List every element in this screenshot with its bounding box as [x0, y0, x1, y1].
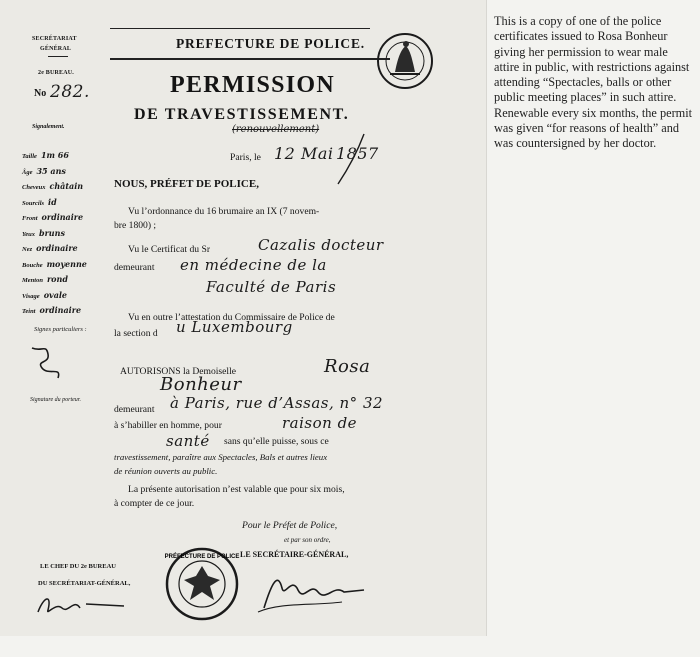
trait-label: Front — [22, 215, 38, 222]
sans-line: sans qu’elle puisse, sous ce — [224, 436, 329, 447]
trait-row — [22, 305, 81, 315]
stamp-text: PRÉFECTURE DE POLICE — [164, 554, 240, 560]
number-prefix: No — [34, 88, 47, 99]
trait-value: id — [48, 196, 57, 207]
trait-label: Yeux — [22, 230, 35, 238]
demeurant-label: demeurant — [114, 262, 155, 273]
trait-value: ordinaire — [36, 243, 78, 253]
trait-row — [22, 212, 83, 222]
nous-line: NOUS, PRÉFET DE POLICE, — [114, 178, 259, 190]
signalement-label: Signalement. — [32, 124, 65, 130]
divider — [48, 56, 68, 57]
office-line2: GÉNÉRAL — [40, 46, 72, 52]
trait-row — [22, 166, 66, 176]
secretary-signature — [252, 562, 372, 616]
habiller-line: à s’habiller en homme, pour — [114, 420, 222, 431]
chef-line1: LE CHEF DU 2e BUREAU — [40, 563, 116, 570]
signes-label: Signes particuliers : — [34, 326, 87, 333]
trait-row — [22, 181, 83, 191]
trait-value: ordinaire — [41, 212, 84, 222]
trait-value: 1m 66 — [40, 150, 69, 160]
signature-label: Signature du porteur. — [30, 397, 81, 403]
secretaire-line: LE SECRÉTAIRE-GÉNÉRAL, — [240, 550, 349, 559]
trait-value: moyenne — [46, 258, 87, 269]
renewal-note: (renouvellement) — [232, 124, 320, 135]
reason-line1: raison de — [282, 414, 358, 432]
travestissement-line: travestissement, paraître aux Spectacles, Bals et autres lieux — [114, 452, 328, 462]
trait-label: Sourcils — [22, 199, 45, 207]
name-first: Rosa — [324, 356, 371, 377]
attestation-line2: la section d — [114, 328, 158, 339]
caption-text: This is a copy of one of the police certificates issued to Rosa Bonheur giving her permission to wear male attire in public, with restrictions against attending “Spectacles, balls or other public meeting places” in such attire. Renewable every six months, the permit was given “for reasons of health” and was countersigned by her doctor. — [494, 14, 693, 151]
number-value: 282. — [50, 82, 90, 102]
trait-row — [22, 243, 78, 253]
pour-line: Pour le Préfet de Police, — [242, 520, 338, 531]
permission-title: PERMISSION — [170, 72, 336, 98]
trait-value: 35 ans — [36, 165, 66, 176]
eagle-stamp — [164, 546, 240, 622]
trait-value: rond — [46, 274, 68, 284]
address: à Paris, rue d’Assas, n° 32 — [170, 394, 384, 412]
trait-row — [22, 228, 65, 238]
doctor-address1: en médecine de la — [180, 256, 327, 274]
demeurant-a-label: demeurant — [114, 404, 155, 415]
date-year: 1857 — [336, 144, 379, 163]
doctor-name: Cazalis docteur — [258, 236, 384, 254]
office-line1: SECRÉTARIAT — [32, 36, 77, 42]
prefecture-seal — [376, 32, 434, 90]
date-value: 12 Mai — [274, 144, 334, 163]
top-rule — [110, 28, 370, 29]
vu-line2: bre 1800) ; — [114, 220, 157, 231]
trait-label: Taille — [22, 153, 37, 160]
trait-row — [22, 259, 87, 269]
attestation-line1: Vu en outre l’attestation du Commissaire de Police de — [128, 312, 335, 323]
trait-row — [22, 274, 68, 284]
date-prefix: Paris, le — [230, 152, 261, 163]
trait-label: Cheveux — [22, 184, 46, 191]
header-rule — [110, 58, 390, 60]
trait-label: Bouche — [22, 261, 43, 269]
par-ordre-line: et par son ordre, — [284, 536, 331, 544]
vu-line1: Vu l’ordonnance du 16 brumaire an IX (7 novem- — [128, 206, 320, 217]
name-last: Bonheur — [160, 374, 242, 395]
trait-row — [22, 197, 57, 207]
certificat-line: Vu le Certificat du Sr — [128, 244, 211, 255]
trait-label: Âge — [22, 168, 33, 176]
trait-row — [22, 290, 67, 300]
doctor-address2: Faculté de Paris — [206, 278, 337, 296]
trait-value: bruns — [39, 227, 65, 238]
trait-value: châtain — [49, 181, 84, 191]
trait-label: Teint — [22, 308, 36, 315]
trait-value: ordinaire — [39, 305, 82, 315]
reunion-line: de réunion ouverts au public. — [114, 466, 218, 476]
compter-line: à compter de ce jour. — [114, 498, 195, 509]
signes-scribble — [28, 342, 72, 386]
trait-value: ovale — [43, 289, 67, 300]
bureau-label: 2e BUREAU. — [38, 70, 74, 76]
trait-row — [22, 150, 69, 160]
permission-subtitle: DE TRAVESTISSEMENT. — [134, 106, 350, 123]
chef-signature — [34, 590, 134, 620]
date-flourish — [330, 130, 370, 190]
presente-line: La présente autorisation n’est valable que pour six mois, — [128, 484, 345, 495]
prefecture-heading: PREFECTURE DE POLICE. — [176, 36, 365, 51]
trait-label: Nez — [22, 246, 33, 253]
chef-line2: DU SECRÉTARIAT-GÉNÉRAL, — [38, 580, 131, 587]
trait-label: Menton — [22, 277, 43, 284]
trait-label: Visage — [22, 292, 40, 300]
reason-line2: santé — [166, 432, 210, 450]
section-name: u Luxembourg — [176, 318, 293, 336]
autorisons-line: AUTORISONS la Demoiselle — [120, 366, 237, 377]
